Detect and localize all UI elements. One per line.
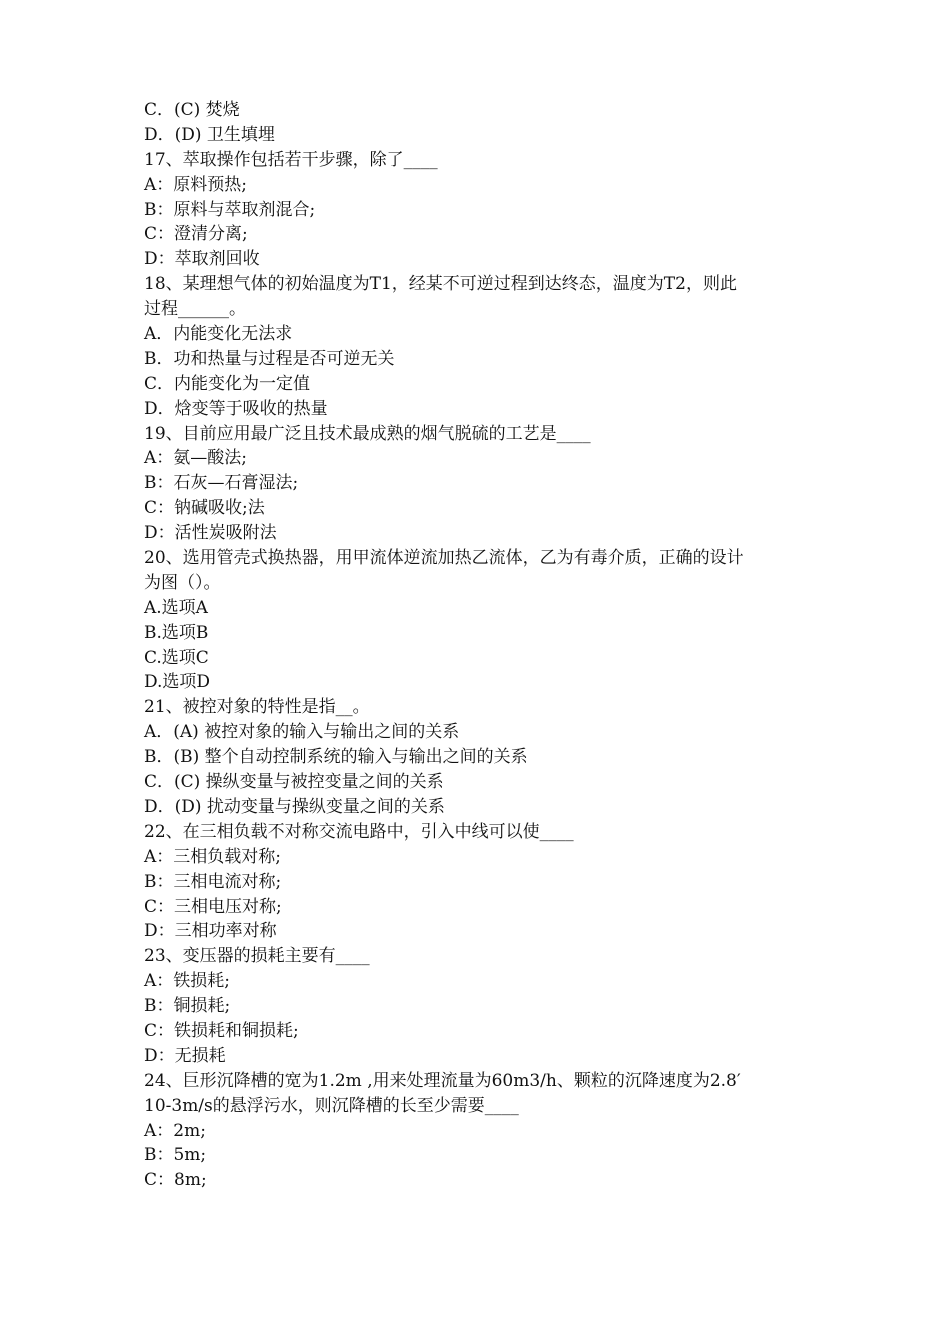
question-line: 19、目前应用最广泛且技术最成熟的烟气脱硫的工艺是____ [144, 423, 591, 444]
question-line: 17、萃取操作包括若干步骤，除了____ [144, 149, 438, 170]
option-line: C：三相电压对称; [144, 896, 282, 917]
question-line: 20、选用管壳式换热器，用甲流体逆流加热乙流体，乙为有毒介质，正确的设计 [144, 548, 744, 569]
option-line: A：氨—酸法; [144, 448, 248, 469]
question-line: 21、被控对象的特性是指__。 [144, 697, 370, 718]
option-line: C：澄清分离; [144, 224, 248, 245]
question-line: 18、某理想气体的初始温度为T1，经某不可逆过程到达终态，温度为T2，则此 [144, 274, 737, 295]
option-line: D：三相功率对称 [144, 921, 277, 942]
option-line: D.选项D [144, 672, 211, 693]
option-line: C．(C) 焚烧 [144, 100, 240, 120]
option-line: B：石灰—石膏湿法; [144, 473, 299, 494]
question-line: 23、变压器的损耗主要有____ [144, 946, 370, 967]
option-line: B．(B) 整个自动控制系统的输入与输出之间的关系 [144, 747, 528, 768]
option-line: A．内能变化无法求 [144, 324, 293, 345]
option-line: C．(C) 操纵变量与被控变量之间的关系 [144, 772, 444, 793]
option-line: A：原料预热; [144, 174, 248, 195]
option-line: B．功和热量与过程是否可逆无关 [144, 348, 395, 369]
option-line: A：2m; [144, 1120, 206, 1141]
option-line: A：铁损耗; [144, 971, 231, 992]
option-line: C．内能变化为一定值 [144, 373, 311, 394]
option-line: C：钠碱吸收;法 [144, 498, 265, 519]
option-line: B：铜损耗; [144, 996, 231, 1017]
question-line: 24、巨形沉降槽的宽为1.2m ,用来处理流量为60m3/h、颗粒的沉降速度为2.8′ [144, 1070, 741, 1091]
option-line: D．(D) 扰动变量与操纵变量之间的关系 [144, 796, 445, 817]
question-line: 22、在三相负载不对称交流电路中，引入中线可以使____ [144, 821, 574, 842]
document-page [144, 98, 820, 1193]
option-line: D．焓变等于吸收的热量 [144, 398, 328, 419]
option-line: A.选项A [144, 597, 208, 618]
option-line: A．(A) 被控对象的输入与输出之间的关系 [144, 722, 460, 743]
option-line: C：铁损耗和铜损耗; [144, 1020, 299, 1041]
option-line: B：5m; [144, 1145, 207, 1166]
question-line: 10-3m/s的悬浮污水，则沉降槽的长至少需要____ [144, 1095, 519, 1116]
option-line: B：原料与萃取剂混合; [144, 199, 316, 220]
option-line: A：三相负载对称; [144, 846, 282, 867]
option-line: B.选项B [144, 622, 209, 643]
question-line: 为图（）。 [144, 572, 221, 593]
option-line: B：三相电流对称; [144, 871, 282, 892]
option-line: D：活性炭吸附法 [144, 523, 277, 544]
option-line: D．(D) 卫生填埋 [144, 124, 275, 145]
option-line: C.选项C [144, 647, 209, 668]
option-line: D：无损耗 [144, 1045, 226, 1066]
question-line: 过程______。 [144, 299, 246, 320]
option-line: C：8m; [144, 1170, 207, 1191]
option-line: D：萃取剂回收 [144, 249, 260, 270]
